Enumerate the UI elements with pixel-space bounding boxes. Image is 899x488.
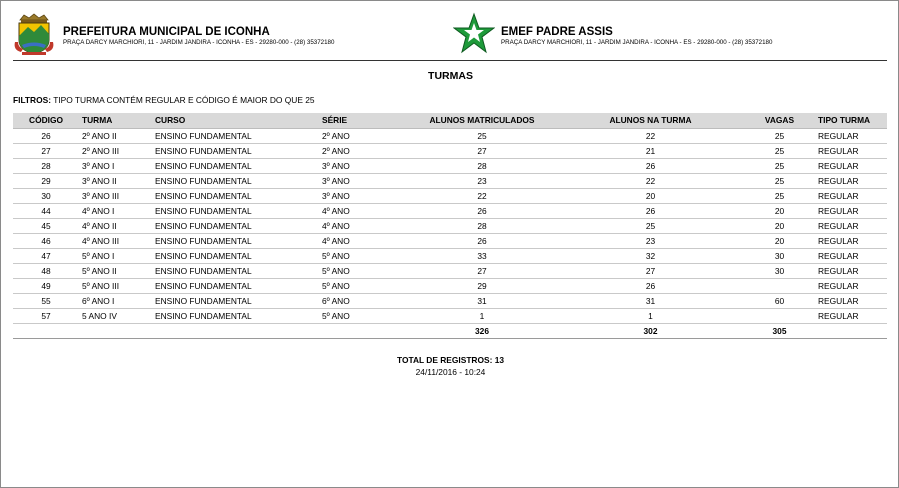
cell-curso: ENSINO FUNDAMENTAL	[152, 188, 319, 203]
report-timestamp: 24/11/2016 - 10:24	[415, 367, 486, 377]
table-row	[13, 263, 887, 278]
total-turma	[79, 323, 152, 338]
table-row	[13, 218, 887, 233]
total-codigo	[13, 323, 79, 338]
column-header-codigo: CÓDIGO	[13, 113, 79, 128]
cell-serie: 5º ANO	[319, 248, 407, 263]
cell-alunos-matriculados: 28	[407, 218, 557, 233]
cell-turma: 3º ANO I	[79, 158, 152, 173]
report-title: TURMAS	[428, 70, 473, 82]
left-organization	[13, 12, 334, 56]
table-row	[13, 143, 887, 158]
cell-codigo: 27	[13, 143, 79, 158]
cell-tipo-turma: REGULAR	[815, 248, 887, 263]
cell-alunos-na-turma: 26	[557, 278, 744, 293]
cell-tipo-turma: REGULAR	[815, 158, 887, 173]
cell-alunos-na-turma: 20	[557, 188, 744, 203]
cell-turma: 5 ANO IV	[79, 308, 152, 323]
column-header-vagas: VAGAS	[744, 113, 815, 128]
cell-turma: 6º ANO I	[79, 293, 152, 308]
cell-codigo: 55	[13, 293, 79, 308]
cell-alunos-na-turma: 22	[557, 128, 744, 143]
cell-serie: 4º ANO	[319, 218, 407, 233]
cell-vagas: 20	[744, 233, 815, 248]
cell-vagas: 25	[744, 173, 815, 188]
cell-serie: 2º ANO	[319, 128, 407, 143]
cell-alunos-matriculados: 26	[407, 233, 557, 248]
cell-codigo: 30	[13, 188, 79, 203]
cell-serie: 5º ANO	[319, 278, 407, 293]
cell-curso: ENSINO FUNDAMENTAL	[152, 263, 319, 278]
column-header-curso: CURSO	[152, 113, 319, 128]
cell-alunos-na-turma: 23	[557, 233, 744, 248]
cell-vagas: 25	[744, 128, 815, 143]
cell-vagas: 20	[744, 203, 815, 218]
cell-vagas: 30	[744, 263, 815, 278]
cell-alunos-matriculados: 27	[407, 143, 557, 158]
right-org-address: PRAÇA DARCY MARCHIORI, 11 - JARDIM JANDIRA - ICONHA - ES - 29280-000 - (28) 35372180	[501, 39, 773, 46]
cell-curso: ENSINO FUNDAMENTAL	[152, 158, 319, 173]
cell-codigo: 44	[13, 203, 79, 218]
cell-turma: 4º ANO I	[79, 203, 152, 218]
left-org-address: PRAÇA DARCY MARCHIORI, 11 - JARDIM JANDIRA - ICONHA - ES - 29280-000 - (28) 35372180	[63, 39, 335, 46]
total-alunos-matriculados: 326	[407, 323, 557, 338]
total-serie	[319, 323, 407, 338]
total-curso	[152, 323, 319, 338]
cell-curso: ENSINO FUNDAMENTAL	[152, 203, 319, 218]
total-alunos-na-turma: 302	[557, 323, 744, 338]
report-filters	[13, 95, 315, 105]
table-row	[13, 308, 887, 323]
cell-alunos-na-turma: 25	[557, 218, 744, 233]
cell-alunos-matriculados: 22	[407, 188, 557, 203]
cell-curso: ENSINO FUNDAMENTAL	[152, 293, 319, 308]
cell-codigo: 48	[13, 263, 79, 278]
cell-curso: ENSINO FUNDAMENTAL	[152, 173, 319, 188]
cell-alunos-matriculados: 23	[407, 173, 557, 188]
cell-tipo-turma: REGULAR	[815, 218, 887, 233]
cell-tipo-turma: REGULAR	[815, 128, 887, 143]
municipal-crest-icon	[13, 12, 55, 56]
cell-curso: ENSINO FUNDAMENTAL	[152, 143, 319, 158]
cell-turma: 3º ANO II	[79, 173, 152, 188]
cell-alunos-na-turma: 26	[557, 158, 744, 173]
cell-serie: 5º ANO	[319, 263, 407, 278]
cell-curso: ENSINO FUNDAMENTAL	[152, 233, 319, 248]
cell-serie: 6º ANO	[319, 293, 407, 308]
cell-alunos-matriculados: 29	[407, 278, 557, 293]
cell-turma: 2º ANO III	[79, 143, 152, 158]
cell-turma: 4º ANO II	[79, 218, 152, 233]
cell-serie: 4º ANO	[319, 203, 407, 218]
table-row	[13, 278, 887, 293]
totals-row	[13, 323, 887, 338]
column-header-alunos-matriculados: ALUNOS MATRICULADOS	[407, 113, 557, 128]
cell-tipo-turma: REGULAR	[815, 308, 887, 323]
table-row	[13, 293, 887, 308]
cell-curso: ENSINO FUNDAMENTAL	[152, 248, 319, 263]
cell-codigo: 45	[13, 218, 79, 233]
table-row	[13, 248, 887, 263]
cell-vagas: 25	[744, 158, 815, 173]
cell-vagas: 20	[744, 218, 815, 233]
column-header-serie: SÉRIE	[319, 113, 407, 128]
cell-curso: ENSINO FUNDAMENTAL	[152, 308, 319, 323]
cell-serie: 2º ANO	[319, 143, 407, 158]
left-org-name: PREFEITURA MUNICIPAL DE ICONHA	[63, 26, 270, 38]
cell-alunos-matriculados: 31	[407, 293, 557, 308]
total-tipo-turma	[815, 323, 887, 338]
column-header-turma: TURMA	[79, 113, 152, 128]
filters-label: FILTROS:	[13, 95, 51, 105]
cell-alunos-matriculados: 33	[407, 248, 557, 263]
cell-turma: 2º ANO II	[79, 128, 152, 143]
table-header-row	[13, 113, 887, 128]
table-row	[13, 128, 887, 143]
filters-text: TIPO TURMA CONTÉM REGULAR E CÓDIGO É MAIOR DO QUE 25	[53, 95, 315, 105]
cell-tipo-turma: REGULAR	[815, 143, 887, 158]
cell-tipo-turma: REGULAR	[815, 173, 887, 188]
table-row	[13, 188, 887, 203]
cell-codigo: 46	[13, 233, 79, 248]
table-row	[13, 158, 887, 173]
table-row	[13, 173, 887, 188]
cell-alunos-na-turma: 1	[557, 308, 744, 323]
cell-alunos-matriculados: 27	[407, 263, 557, 278]
cell-vagas: 25	[744, 188, 815, 203]
cell-serie: 5º ANO	[319, 308, 407, 323]
right-organization	[453, 12, 772, 56]
cell-tipo-turma: REGULAR	[815, 203, 887, 218]
cell-vagas	[744, 278, 815, 293]
cell-vagas: 60	[744, 293, 815, 308]
cell-turma: 3º ANO III	[79, 188, 152, 203]
cell-tipo-turma: REGULAR	[815, 278, 887, 293]
cell-codigo: 26	[13, 128, 79, 143]
green-star-icon	[453, 12, 495, 56]
right-org-name: EMEF PADRE ASSIS	[501, 26, 613, 38]
cell-alunos-na-turma: 27	[557, 263, 744, 278]
cell-serie: 3º ANO	[319, 173, 407, 188]
cell-alunos-na-turma: 31	[557, 293, 744, 308]
cell-vagas	[744, 308, 815, 323]
column-header-tipo-turma: TIPO TURMA	[815, 113, 887, 128]
report-header	[13, 9, 887, 61]
column-header-alunos-na-turma: ALUNOS NA TURMA	[557, 113, 744, 128]
cell-codigo: 29	[13, 173, 79, 188]
cell-turma: 5º ANO III	[79, 278, 152, 293]
cell-alunos-matriculados: 25	[407, 128, 557, 143]
cell-serie: 3º ANO	[319, 158, 407, 173]
cell-tipo-turma: REGULAR	[815, 233, 887, 248]
turmas-table	[13, 113, 887, 339]
cell-alunos-na-turma: 22	[557, 173, 744, 188]
total-vagas: 305	[744, 323, 815, 338]
cell-serie: 3º ANO	[319, 188, 407, 203]
cell-tipo-turma: REGULAR	[815, 293, 887, 308]
table-row	[13, 233, 887, 248]
cell-alunos-matriculados: 1	[407, 308, 557, 323]
cell-codigo: 49	[13, 278, 79, 293]
cell-curso: ENSINO FUNDAMENTAL	[152, 278, 319, 293]
cell-vagas: 25	[744, 143, 815, 158]
cell-turma: 5º ANO II	[79, 263, 152, 278]
total-records: TOTAL DE REGISTROS: 13	[396, 355, 505, 365]
cell-alunos-matriculados: 26	[407, 203, 557, 218]
cell-tipo-turma: REGULAR	[815, 188, 887, 203]
cell-alunos-na-turma: 32	[557, 248, 744, 263]
report-footer	[1, 354, 899, 378]
cell-curso: ENSINO FUNDAMENTAL	[152, 218, 319, 233]
cell-serie: 4º ANO	[319, 233, 407, 248]
cell-alunos-na-turma: 21	[557, 143, 744, 158]
cell-codigo: 57	[13, 308, 79, 323]
cell-turma: 5º ANO I	[79, 248, 152, 263]
cell-alunos-matriculados: 28	[407, 158, 557, 173]
cell-vagas: 30	[744, 248, 815, 263]
cell-codigo: 28	[13, 158, 79, 173]
cell-tipo-turma: REGULAR	[815, 263, 887, 278]
cell-alunos-na-turma: 26	[557, 203, 744, 218]
cell-curso: ENSINO FUNDAMENTAL	[152, 128, 319, 143]
table-row	[13, 203, 887, 218]
cell-turma: 4º ANO III	[79, 233, 152, 248]
cell-codigo: 47	[13, 248, 79, 263]
